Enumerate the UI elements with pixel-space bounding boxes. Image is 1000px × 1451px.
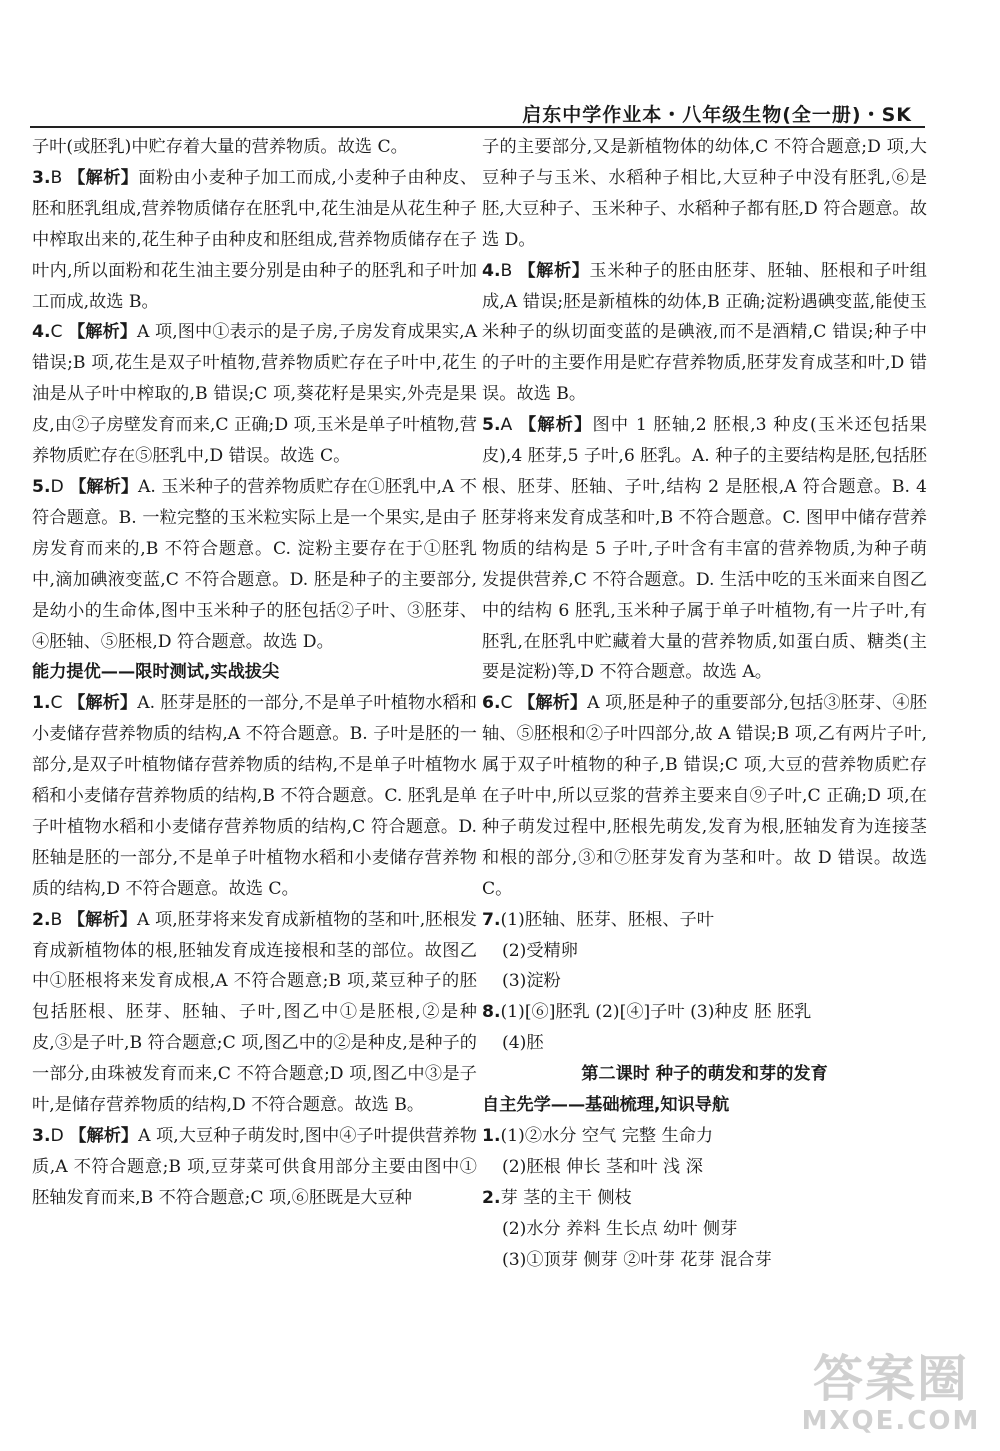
answer-item-8b bbox=[482, 997, 927, 1028]
answer-letter: C bbox=[500, 693, 513, 714]
section-heading-self-study: 自主先学——基础梳理,知识导航 bbox=[482, 1095, 730, 1116]
answer-line: (2)胚根 伸长 茎和叶 浅 深 bbox=[502, 1156, 703, 1177]
answer-line: (1)胚轴、胚芽、胚根、子叶 bbox=[500, 909, 714, 930]
header-divider bbox=[30, 126, 925, 128]
item-number: 8. bbox=[482, 1002, 501, 1023]
item-number: 5. bbox=[32, 476, 51, 497]
left-column bbox=[32, 132, 477, 1214]
item-number: 3. bbox=[32, 1126, 51, 1146]
answer-item-2 bbox=[32, 905, 477, 1121]
answer-letter: B bbox=[50, 167, 63, 188]
answer-item-6b bbox=[482, 688, 927, 904]
site-watermark bbox=[796, 1351, 986, 1435]
analysis-tag: 【解析】 bbox=[67, 909, 137, 930]
answer-letter: A bbox=[500, 415, 513, 436]
analysis-tag: 【解析】 bbox=[518, 415, 593, 436]
answer-line: 芽 茎的主干 侧枝 bbox=[500, 1187, 632, 1208]
analysis-text: 图中 1 胚轴,2 胚根,3 种皮(玉米还包括果皮),4 胚芽,5 子叶,6 胚乳。A. 种子的主要结构是胚,包括胚根、胚芽、胚轴、子叶,结构 2 是胚根,A 符合题意。B. 4 胚芽将来发育成茎和叶,B 不符合题意。C. 图甲中储存营养物质的结构是 5 子叶,子叶含有丰富的营养物质,为种子萌发提供营养,C 不符合题意。D. 生活中吃的玉米面来自图乙中的结构 6 胚乳,玉米种子属于单子叶植物,有一片子叶,有胚乳,在胚乳中贮藏着大量的营养物质,如蛋白质、糖类(主要是淀粉)等,D 不符合题意。故选 A。 bbox=[482, 415, 927, 683]
answer-item-5 bbox=[32, 472, 477, 657]
item-number: 2. bbox=[32, 909, 51, 930]
continued-paragraph: 子叶(或胚乳)中贮存着大量的营养物质。故选 C。 bbox=[32, 137, 408, 157]
continued-paragraph: 子的主要部分,又是新植物体的幼体,C 不符合题意;D 项,大豆种子与玉米、水稻种子相比,大豆种子中没有胚乳,⑥是胚,大豆种子、玉米种子、水稻种子都有胚,D 符合题意。故选 D。 bbox=[482, 137, 927, 250]
analysis-text: 玉米种子的胚由胚芽、胚轴、胚根和子叶组成,A 错误;胚是新植株的幼体,B 正确;淀粉遇碘变蓝,能使玉米种子的纵切面变蓝的是碘液,而不是酒精,C 错误;种子中的子叶的主要作用是贮存营养物质,胚芽发育成茎和叶,D 错误。故选 B。 bbox=[482, 260, 927, 405]
analysis-text: 面粉由小麦种子加工而成,小麦种子由种皮、胚和胚乳组成,营养物质储存在胚乳中,花生油是从花生种子中榨取出来的,花生种子由种皮和胚组成,营养物质储存在子叶内,所以面粉和花生油主要分别是由种子的胚乳和子叶加工而成,故选 B。 bbox=[32, 167, 478, 312]
answer-item-3 bbox=[32, 163, 477, 318]
answer-line: (1)[⑥]胚乳 (2)[④]子叶 (3)种皮 胚 胚乳 bbox=[500, 1002, 812, 1023]
analysis-tag: 【解析】 bbox=[68, 693, 138, 714]
answer-letter: D bbox=[50, 1126, 64, 1146]
item-number: 4. bbox=[32, 322, 51, 343]
answer-item-1 bbox=[32, 688, 477, 904]
item-number: 5. bbox=[482, 415, 501, 436]
item-number: 1. bbox=[32, 693, 51, 714]
item-number: 4. bbox=[482, 260, 501, 281]
analysis-text: A. 胚芽是胚的一部分,不是单子叶植物水稻和小麦储存营养物质的结构,A 不符合题意。B. 子叶是胚的一部分,是双子叶植物储存营养物质的结构,不是单子叶植物水稻和小麦储存营养物质的结构,B 不符合题意。C. 胚乳是单子叶植物水稻和小麦储存营养物质的结构,C 符合题意。D. 胚轴是胚的一部分,不是单子叶植物水稻和小麦储存营养物质的结构,D 不符合题意。故选 C。 bbox=[32, 693, 477, 899]
lesson-title: 第二课时 种子的萌发和芽的发育 bbox=[581, 1064, 828, 1085]
answer-line: (3)①顶芽 侧芽 ②叶芽 花芽 混合芽 bbox=[502, 1249, 772, 1270]
item-number: 2. bbox=[482, 1187, 501, 1208]
answer-letter: B bbox=[50, 909, 63, 930]
analysis-tag: 【解析】 bbox=[69, 476, 139, 497]
analysis-tag: 【解析】 bbox=[68, 167, 139, 188]
watermark-url: MXQE.COM bbox=[801, 1406, 981, 1436]
item-number: 6. bbox=[482, 693, 501, 714]
answer-line: (4)胚 bbox=[502, 1033, 544, 1054]
answer-item-4b bbox=[482, 256, 927, 411]
analysis-tag: 【解析】 bbox=[68, 322, 138, 343]
right-column bbox=[482, 132, 927, 1276]
answer-item-7b bbox=[482, 905, 927, 936]
item-number: 7. bbox=[482, 909, 501, 930]
analysis-tag: 【解析】 bbox=[518, 693, 588, 714]
answer-item-2c bbox=[482, 1183, 927, 1214]
analysis-tag: 【解析】 bbox=[518, 260, 590, 281]
answer-item-1c bbox=[482, 1121, 927, 1152]
analysis-text: A 项,图中①表示的是子房,子房发育成果实,A 错误;B 项,花生是双子叶植物,营养物质贮存在子叶中,花生油是从子叶中榨取的,B 错误;C 项,葵花籽是果实,外壳是果皮,由②子房壁发育而来,C 正确;D 项,玉米是单子叶植物,营养物质贮存在⑤胚乳中,D 错误。故选 C。 bbox=[32, 322, 477, 467]
item-number: 3. bbox=[32, 167, 51, 188]
answer-letter: C bbox=[50, 322, 63, 343]
answer-letter: B bbox=[500, 260, 513, 281]
answer-letter: D bbox=[50, 476, 64, 497]
analysis-text: A 项,胚是种子的重要部分,包括③胚芽、④胚轴、⑤胚根和②子叶四部分,故 A 错误;B 项,乙有两片子叶,属于双子叶植物的种子,B 错误;C 项,大豆的营养物质贮存在子叶中,所以豆浆的营养主要来自⑨子叶,C 正确;D 项,在种子萌发过程中,胚根先萌发,发育为根,胚轴发育为连接茎和根的部分,③和⑦胚芽发育为茎和叶。故 D 错误。故选 C。 bbox=[482, 693, 927, 899]
analysis-text: A. 玉米种子的营养物质贮存在①胚乳中,A 不符合题意。B. 一粒完整的玉米粒实际上是一个果实,是由子房发育而来的,B 不符合题意。C. 淀粉主要存在于①胚乳中,滴加碘液变蓝,C 不符合题意。D. 胚是种子的主要部分,是幼小的生命体,图中玉米种子的胚包括②子叶、③胚芽、④胚轴、⑤胚根,D 符合题意。故选 D。 bbox=[32, 476, 477, 652]
analysis-text: A 项,胚芽将来发育成新植物的茎和叶,胚根发育成新植物体的根,胚轴发育成连接根和茎的部位。故图乙中①胚根将来发育成根,A 不符合题意;B 项,菜豆种子的胚包括胚根、胚芽、胚轴、子叶,图乙中①是胚根,②是种皮,③是子叶,B 符合题意;C 项,图乙中的②是种皮,是种子的一部分,由珠被发育而来,C 不符合题意;D 项,图乙中③是子叶,是储存营养物质的结构,D 不符合题意。故选 B。 bbox=[32, 909, 477, 1116]
answer-letter: C bbox=[50, 693, 63, 714]
answer-line: (3)淀粉 bbox=[502, 971, 561, 992]
answer-line: (2)水分 养料 生长点 幼叶 侧芽 bbox=[502, 1218, 738, 1239]
answer-item-3b bbox=[32, 1121, 477, 1214]
watermark-logo-text: 答案圈 bbox=[813, 1350, 969, 1408]
answer-line: (2)受精卵 bbox=[502, 940, 578, 961]
page-header-title: 启东中学作业本・八年级生物(全一册)・SK bbox=[522, 104, 912, 126]
item-number: 1. bbox=[482, 1126, 501, 1146]
answer-line: (1)②水分 空气 完整 生命力 bbox=[500, 1126, 714, 1146]
section-heading-ability: 能力提优——限时测试,实战拔尖 bbox=[32, 662, 280, 683]
answer-item-5b bbox=[482, 410, 927, 688]
analysis-text: A 项,大豆种子萌发时,图中④子叶提供营养物质,A 不符合题意;B 项,豆芽菜可供食用部分主要由图中①胚轴发育而来,B 不符合题意;C 项,⑥胚既是大豆种 bbox=[32, 1126, 477, 1208]
answer-item-4 bbox=[32, 317, 477, 472]
analysis-tag: 【解析】 bbox=[69, 1126, 139, 1146]
